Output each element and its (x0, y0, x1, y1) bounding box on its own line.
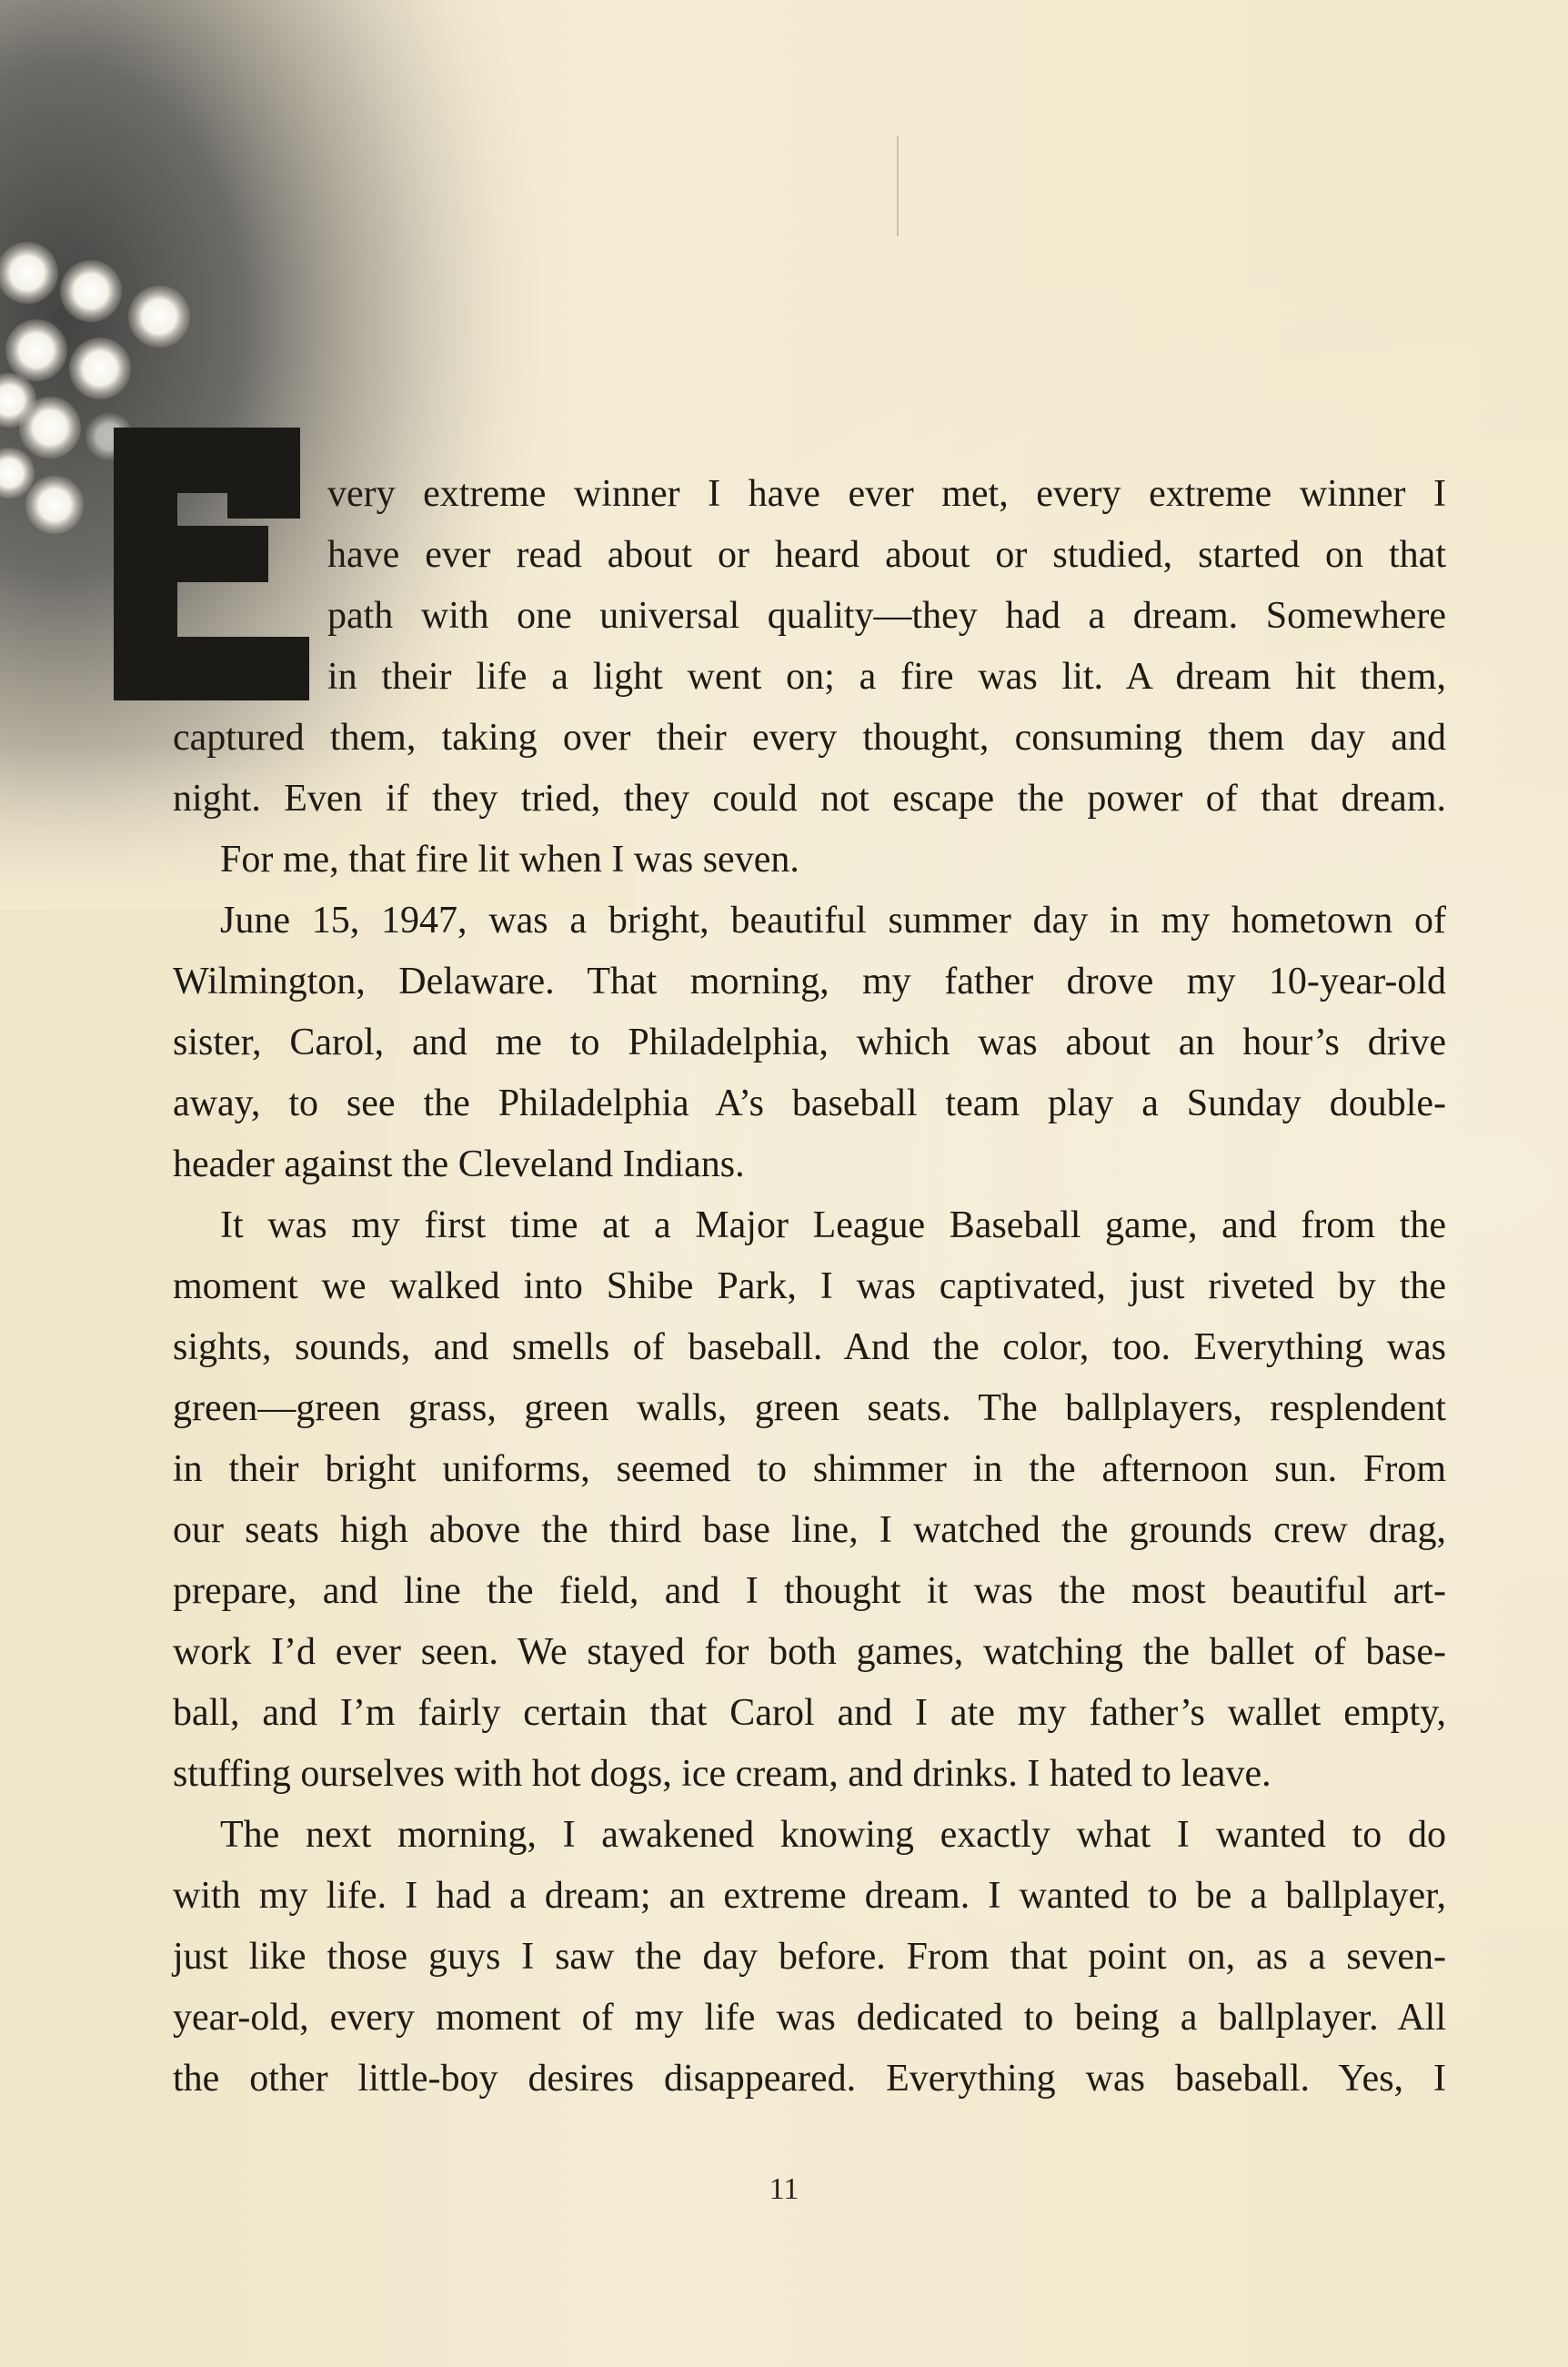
text-line: away, to see the Philadelphia A’s baseball team play a Sunday double- (173, 1083, 1446, 1124)
paragraph (173, 1195, 1446, 1805)
text-line: sister, Carol, and me to Philadelphia, which was about an hour’s drive (173, 1022, 1446, 1063)
text-line: stuffing ourselves with hot dogs, ice cream, and drinks. I hated to leave. (173, 1753, 1271, 1795)
drop-cap-letter (114, 426, 309, 699)
text-line: June 15, 1947, was a bright, beautiful summer day in my hometown of (220, 900, 1446, 942)
opening-paragraph-wrapped (327, 464, 1446, 708)
text-line: in their bright uniforms, seemed to shimmer in the afternoon sun. From (173, 1448, 1446, 1490)
text-line: The next morning, I awakened knowing exactly what I wanted to do (220, 1814, 1446, 1856)
text-line: in their life a light went on; a fire was lit. A dream hit them, (327, 656, 1446, 698)
text-line: header against the Cleveland Indians. (173, 1143, 745, 1185)
text-line: with my life. I had a dream; an extreme dream. I wanted to be a ballplayer, (173, 1875, 1446, 1917)
text-line: our seats high above the third base line, I watched the grounds crew drag, (173, 1509, 1446, 1551)
text-line: have ever read about or heard about or studied, started on that (327, 534, 1446, 576)
text-line: path with one universal quality—they had a dream. Somewhere (327, 595, 1446, 637)
page-number: 11 (769, 2172, 799, 2206)
text-line: night. Even if they tried, they could not escape the power of that dream. (173, 778, 1446, 820)
opening-paragraph-continued (173, 708, 1446, 830)
body-text (173, 830, 1446, 2110)
paragraph (173, 1805, 1446, 2110)
text-line: Wilmington, Delaware. That morning, my father drove my 10-year-old (173, 961, 1446, 1002)
text-line: green—green grass, green walls, green seats. The ballplayers, resplendent (173, 1387, 1446, 1429)
text-line: For me, that fire lit when I was seven. (220, 839, 799, 881)
text-line: just like those guys I saw the day before. From that point on, as a seven- (173, 1936, 1446, 1978)
paragraph (173, 830, 1446, 891)
paragraph (173, 891, 1446, 1195)
text-line: year-old, every moment of my life was dedicated to being a ballplayer. All (173, 1997, 1446, 2039)
text-line: moment we walked into Shibe Park, I was captivated, just riveted by the (173, 1265, 1446, 1307)
text-line: work I’d ever seen. We stayed for both games, watching the ballet of base- (173, 1631, 1446, 1673)
text-line: captured them, taking over their every thought, consuming them day and (173, 717, 1446, 759)
text-line: sights, sounds, and smells of baseball. And the color, too. Everything was (173, 1326, 1446, 1368)
page-crease (897, 136, 899, 237)
text-line: the other little-boy desires disappeared. Everything was baseball. Yes, I (173, 2058, 1446, 2100)
text-line: very extreme winner I have ever met, every extreme winner I (327, 473, 1446, 515)
text-line: It was my first time at a Major League Baseball game, and from the (220, 1204, 1446, 1246)
text-line: ball, and I’m fairly certain that Carol and I ate my father’s wallet empty, (173, 1692, 1446, 1734)
text-line: prepare, and line the field, and I thought it was the most beautiful art- (173, 1570, 1446, 1612)
